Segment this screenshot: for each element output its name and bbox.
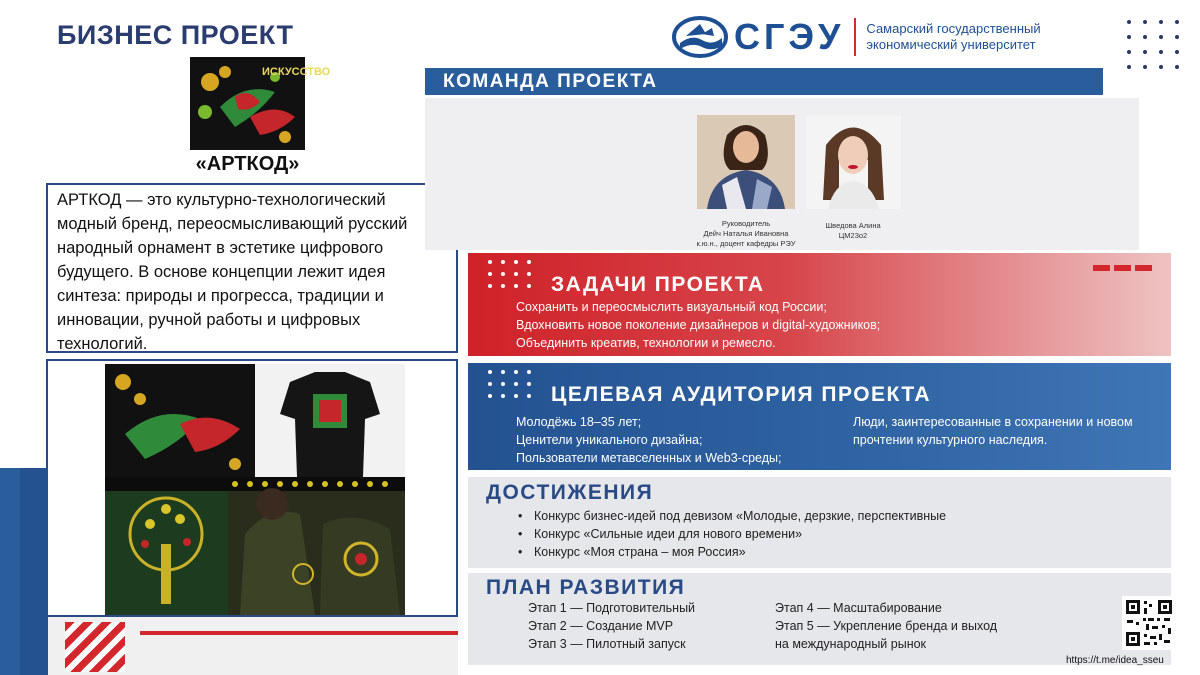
achievement-item: • Конкурс «Моя страна – моя Россия»: [518, 543, 946, 561]
achievement-item: • Конкурс «Сильные идеи для нового времени»: [518, 525, 946, 543]
tasks-list: [516, 298, 880, 352]
team-member-caption: [667, 219, 825, 249]
portrait-member: [806, 115, 901, 209]
audience-item: Молодёжь 18–35 лет;: [516, 415, 642, 429]
university-name-line1: Самарский государственный: [866, 21, 1041, 36]
brand-description: [46, 183, 458, 353]
team-member-caption: [803, 221, 903, 241]
qr-code-icon[interactable]: [1122, 596, 1176, 650]
audience-list-right: [853, 413, 1133, 449]
plan-stage: Этап 5 — Укрепление бренда и выход: [775, 619, 998, 633]
decor-block-blue-dark: [20, 468, 48, 675]
portrait-leader: [697, 115, 795, 209]
collage-images: [105, 364, 405, 615]
brand-ornament-art: [190, 57, 331, 150]
plan-list-left: [528, 599, 695, 653]
hatch-pattern-icon: [65, 622, 125, 672]
logo-divider: [854, 18, 856, 56]
member-name: Шведова Алина: [825, 221, 881, 230]
audience-title: ЦЕЛЕВАЯ АУДИТОРИЯ ПРОЕКТА: [551, 383, 932, 406]
dot-grid-icon: [488, 370, 531, 398]
decor-red-line: [140, 631, 458, 635]
dot-grid-icon: [488, 260, 531, 288]
plan-stage: на международный рынок: [775, 637, 927, 651]
university-name: [866, 21, 1040, 53]
audience-item: Люди, заинтересованные в сохранении и новом: [853, 415, 1133, 429]
brand-image-caption: ИСКУССТВО: [262, 66, 331, 78]
audience-list-left: [516, 413, 781, 467]
plan-list-right: [775, 599, 997, 653]
task-item: Сохранить и переосмыслить визуальный код России;: [516, 300, 827, 314]
plan-stage: Этап 4 — Масштабирование: [775, 601, 942, 615]
team-section-title: КОМАНДА ПРОЕКТА: [425, 68, 1103, 95]
achievements-title: ДОСТИЖЕНИЯ: [486, 481, 654, 504]
brand-image: [190, 57, 331, 150]
member-name: Дейч Наталья Ивановна: [703, 229, 789, 238]
sseu-emblem-icon: [672, 16, 728, 58]
plan-stage: Этап 2 — Создание MVP: [528, 619, 674, 633]
task-item: Вдохновить новое поколение дизайнеров и digital-художников;: [516, 318, 881, 332]
logo-wordmark: СГЭУ: [734, 16, 845, 57]
page-title: БИЗНЕС ПРОЕКТ: [57, 20, 294, 50]
member-group: ЦМ23о2: [838, 231, 868, 240]
university-name-line2: экономический университет: [866, 37, 1036, 52]
member-title: к.ю.н., доцент кафедры РЭУ: [696, 239, 796, 248]
brand-name: «АРТКОД»: [195, 153, 300, 175]
member-role: Руководитель: [721, 219, 771, 228]
brand-description-text: АРТКОД — это культурно-технологический модный бренд, переосмысливающий русский народный орнамент в эстетике цифрового будущего. В основе концепции лежит идея синтеза: природы и прогресса, традиции и инновации, ручной работы и цифровых технологий.: [57, 191, 408, 353]
team-member-photo: [697, 115, 795, 209]
audience-item: Ценители уникального дизайна;: [516, 433, 703, 447]
qr-code-pattern: [1124, 598, 1174, 648]
achievement-item: • Конкурс бизнес-идей под девизом «Молодые, дерзкие, перспективные: [518, 507, 946, 525]
audience-item: прочтении культурного наследия.: [853, 433, 1048, 447]
team-member-photo: [806, 115, 901, 209]
product-collage: [46, 359, 458, 617]
plan-title: ПЛАН РАЗВИТИЯ: [486, 576, 686, 599]
dot-grid-icon: [1127, 20, 1179, 69]
task-item: Объединить креатив, технологии и ремесло.: [516, 336, 776, 350]
dash-decoration-icon: [1093, 265, 1153, 271]
achievements-list: [518, 507, 946, 561]
tasks-title: ЗАДАЧИ ПРОЕКТА: [551, 273, 765, 296]
collage-art: [105, 364, 405, 615]
telegram-link[interactable]: https://t.me/idea_sseu: [1066, 655, 1164, 666]
university-logo: [672, 16, 1041, 58]
plan-stage: Этап 1 — Подготовительный: [528, 601, 696, 615]
audience-item: Пользователи метавселенных и Web3-среды;: [516, 451, 782, 465]
plan-stage: Этап 3 — Пилотный запуск: [528, 637, 686, 651]
